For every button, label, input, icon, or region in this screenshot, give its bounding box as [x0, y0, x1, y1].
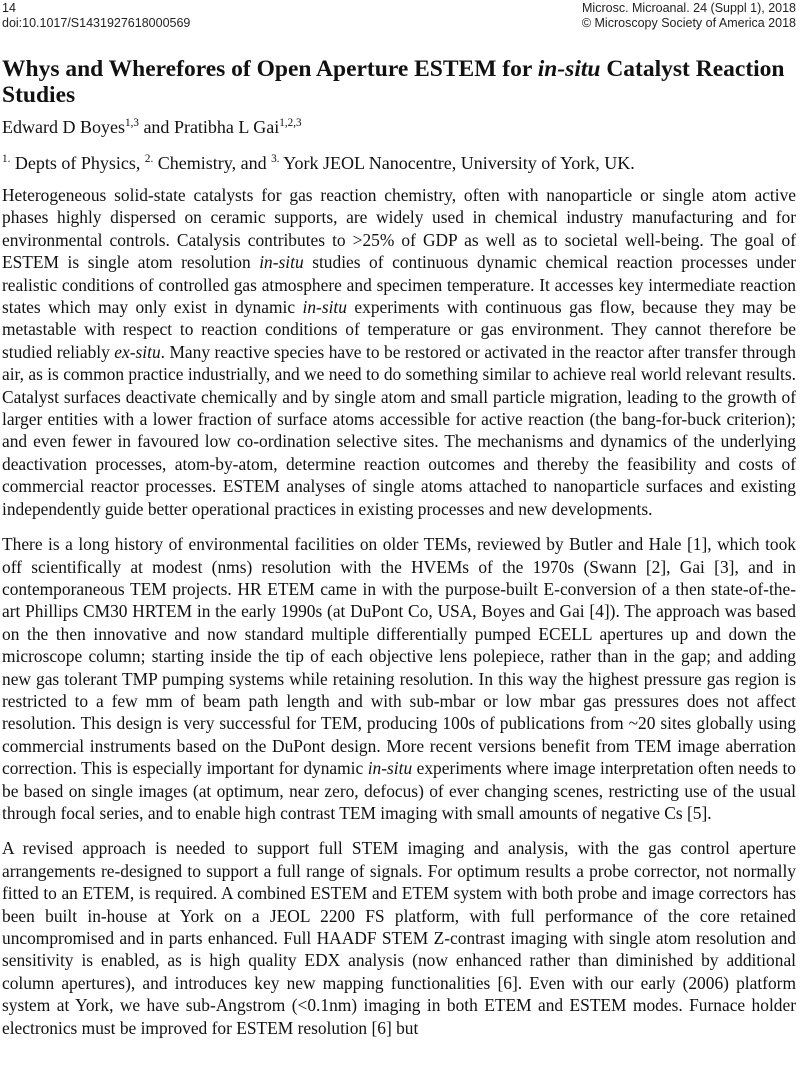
- author-2-affil: 1,2,3: [279, 117, 302, 129]
- affil-2: Chemistry, and: [153, 153, 272, 173]
- authors: [2, 116, 792, 138]
- paper-title: [2, 56, 792, 108]
- body-paragraph: [2, 533, 796, 824]
- abstract-body: [2, 184, 796, 1052]
- italic-term: in-situ: [259, 252, 304, 273]
- body-paragraph: [2, 837, 796, 1039]
- body-paragraph: [2, 184, 796, 520]
- journal-citation: Microsc. Microanal. 24 (Suppl 1), 2018: [582, 1, 796, 15]
- author-1: Edward D Boyes: [2, 117, 125, 137]
- author-2: Pratibha L Gai: [173, 117, 280, 137]
- paragraph-text: . Many reactive species have to be restored or activated in the reactor after transfer through air, as is common practice industrially, and we need to do something similar to achieve real world relevant results. Catalyst surfaces deactivate chemically and by single atom and small particle migration, leading to the growth of larger entities with a lower fraction of surface atoms accessible for active reaction (the bang-for-buck criterion); and even fewer in favoured low co-ordination selective sites. The mechanisms and dynamics of the underlying deactivation processes, atom-by-atom, determine reaction outcomes and thereby the feasibility and costs of commercial reactor processes. ESTEM analyses of single atoms attached to nanoparticle surfaces and existing independently guide better operational practices in existing processes and new developments.: [2, 341, 796, 519]
- paragraph-text: There is a long history of environmental facilities on older TEMs, reviewed by Butler and Hale [1], which took off scientifically at modest (nms) resolution with the HVEMs of the 1970s (Swann [2], Gai [3], and in contemporaneous TEM projects. HR ETEM came in with the purpose-built E-conversion of a then state-of-the-art Phillips CM30 HRTEM in the early 1990s (at DuPont Co, USA, Boyes and Gai [4]). The approach was based on the then innovative and now standard multiple differentially pumped ECELL apertures up and down the microscope column; starting inside the tip of each objective lens polepiece, rather than in the gap; and adding new gas tolerant TMP pumping systems while retaining resolution. In this way the highest pressure gas region is restricted to a few mm of beam path length and with sub-mbar or low mbar gas pressures does not affect resolution. This design is very successful for TEM, producing 100s of publications from ~20 sites globally using commercial instruments based on the DuPont design. More recent versions benefit from TEM image aberration correction. This is especially important for dynamic: [2, 534, 796, 779]
- copyright: © Microscopy Society of America 2018: [581, 16, 796, 30]
- author-1-affil: 1,3: [124, 117, 139, 129]
- affil-marker-2: 2.: [144, 153, 154, 165]
- paragraph-text: experiments where image interpretation often needs to be based on single images (at optimum, near zero, defocus) of ever changing scenes, restricting use of the usual through focal series, and to enable high contrast TEM imaging with small amounts of negative Cs [5].: [2, 758, 797, 823]
- affil-marker-3: 3.: [271, 153, 280, 165]
- affiliations: [2, 152, 792, 174]
- page-number: 14: [2, 1, 16, 15]
- paragraph-text: studies of continuous dynamic chemical reaction processes under realistic conditions of controlled gas atmosphere and specimen temperature. It accesses key intermediate reaction states which may only exist in dynamic: [2, 252, 797, 318]
- title-part-2: Catalyst Reaction Studies: [2, 56, 785, 108]
- paragraph-text: experiments with continuous gas flow, because they may be metastable with respect to reaction conditions of temperature or gas environment. They cannot therefore be studied reliably: [2, 297, 796, 362]
- title-italic: in-situ: [537, 56, 601, 82]
- header-left: [2, 1, 190, 31]
- italic-term: ex-situ: [114, 341, 161, 362]
- paragraph-text: A revised approach is needed to support full STEM imaging and analysis, with the gas control aperture arrangements re-designed to support a full range of signals. For optimum results a probe corrector, not normally fitted to an ETEM, is required. A combined ESTEM and ETEM system with both probe and image correctors has been built in-house at York on a JEOL 2200 FS platform, with full performance of the core retained uncompromised and in parts enhanced. Full HAADF STEM Z-contrast imaging with single atom resolution and sensitivity is enabled, as is high quality EDX analysis (now enhanced rather than diminished by additional column apertures), and introduces key new mapping functionalities [6]. Even with our early (2006) platform system at York, we have sub-Angstrom (<0.1nm) imaging in both ETEM and ESTEM modes. Furnace holder electronics must be improved for ESTEM resolution [6] but: [2, 838, 796, 1038]
- running-header: [0, 0, 800, 34]
- title-part-1: Whys and Wherefores of Open Aperture ESTEM for: [2, 56, 538, 82]
- italic-term: in-situ: [302, 297, 347, 318]
- italic-term: in-situ: [367, 758, 413, 779]
- affil-1: Depts of Physics,: [10, 153, 145, 173]
- author-join: and: [138, 117, 174, 137]
- affil-3: York JEOL Nanocentre, University of York, UK.: [279, 153, 635, 173]
- affil-marker-1: 1.: [2, 153, 11, 165]
- paragraph-text: Heterogeneous solid-state catalysts for gas reaction chemistry, often with nanoparticle or single atom active phases highly dispersed on ceramic supports, are widely used in chemical industry manufacturing and for environmental controls. Catalysis contributes to >25% of GDP as well as to societal well-being. The goal of ESTEM is single atom resolution: [2, 185, 796, 273]
- header-right: [582, 1, 796, 31]
- doi: doi:10.1017/S1431927618000569: [2, 16, 191, 30]
